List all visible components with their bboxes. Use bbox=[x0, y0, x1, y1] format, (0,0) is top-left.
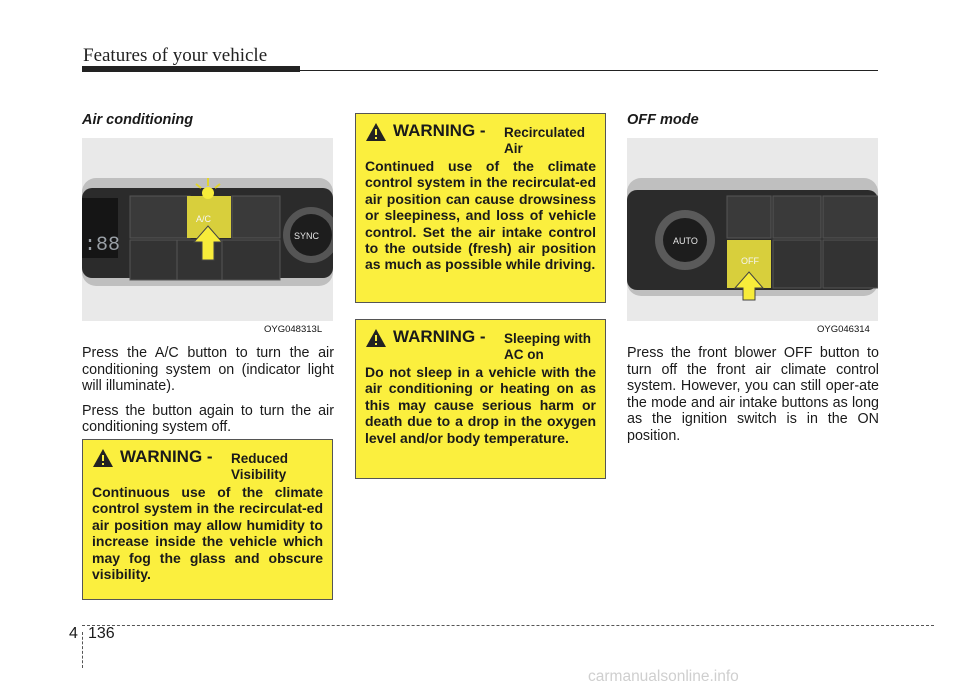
section-title-off-mode: OFF mode bbox=[627, 112, 699, 128]
warning-triangle-icon bbox=[365, 122, 387, 142]
section-title-air-conditioning: Air conditioning bbox=[82, 112, 194, 128]
warning-box-sleeping-ac-on bbox=[355, 319, 606, 479]
warning-label: WARNING - bbox=[393, 327, 486, 346]
warning-triangle-icon bbox=[365, 328, 387, 348]
watermark: carmanualsonline.info bbox=[588, 668, 739, 685]
left-body-text bbox=[82, 345, 334, 444]
off-panel-photo bbox=[627, 138, 878, 321]
off-button-label: OFF bbox=[741, 256, 759, 266]
warning-body: Do not sleep in a vehicle with the air conditioning or heating on as this may cause serious harm or death due to a drop in the oxygen level and/or body temperature. bbox=[365, 364, 596, 446]
warning-subtitle: Sleeping with bbox=[504, 331, 592, 346]
photo-code-left: OYG048313L bbox=[264, 324, 323, 335]
footer-rule bbox=[82, 625, 934, 626]
warning-subtitle: Recirculated bbox=[504, 125, 586, 140]
warning-subtitle: Reduced bbox=[231, 451, 289, 466]
warning-subtitle: Air bbox=[504, 141, 523, 156]
page-number: 136 bbox=[88, 625, 115, 642]
header-rule bbox=[300, 70, 878, 71]
right-paragraph: Press the front blower OFF button to turn off the front air climate control system. However, you can still oper-ate the mode and air intake buttons as long as the ignition switch is in the ON position. bbox=[627, 345, 879, 444]
warning-body: Continued use of the climate control system in the recirculat-ed air position can cause drowsiness or sleepiness, and loss of vehicle control. Set the air intake control to the outside (fresh) air position as much as possible while driving. bbox=[365, 158, 596, 273]
sync-button-label: SYNC bbox=[294, 231, 320, 241]
left-paragraph: Press the button again to turn the air conditioning system off. bbox=[82, 402, 334, 436]
page-header-title: Features of your vehicle bbox=[83, 45, 268, 66]
footer-divider bbox=[82, 632, 83, 668]
header-bar bbox=[82, 66, 300, 72]
warning-label: WARNING - bbox=[393, 121, 486, 140]
left-paragraph: Press the A/C button to turn the air conditioning system on (indicator light will illuminate). bbox=[82, 345, 334, 395]
warning-label: WARNING - bbox=[120, 447, 213, 466]
warning-subtitle: Visibility bbox=[231, 467, 287, 482]
warning-body: Continuous use of the climate control system in the recirculat-ed air position may allow humidity to increase inside the vehicle which may fog the glass and obscure visibility. bbox=[92, 484, 323, 583]
warning-subtitle: AC on bbox=[504, 347, 544, 362]
svg-text::88: :88 bbox=[84, 234, 121, 257]
auto-button-label: AUTO bbox=[673, 236, 698, 246]
warning-box-reduced-visibility bbox=[82, 439, 333, 600]
ac-button-label: A/C bbox=[196, 214, 212, 224]
warning-box-recirculated-air bbox=[355, 113, 606, 303]
photo-code-right: OYG046314 bbox=[817, 324, 870, 335]
chapter-number: 4 bbox=[69, 625, 78, 642]
warning-triangle-icon bbox=[92, 448, 114, 468]
right-body-text bbox=[627, 345, 879, 453]
ac-panel-photo bbox=[82, 138, 333, 321]
